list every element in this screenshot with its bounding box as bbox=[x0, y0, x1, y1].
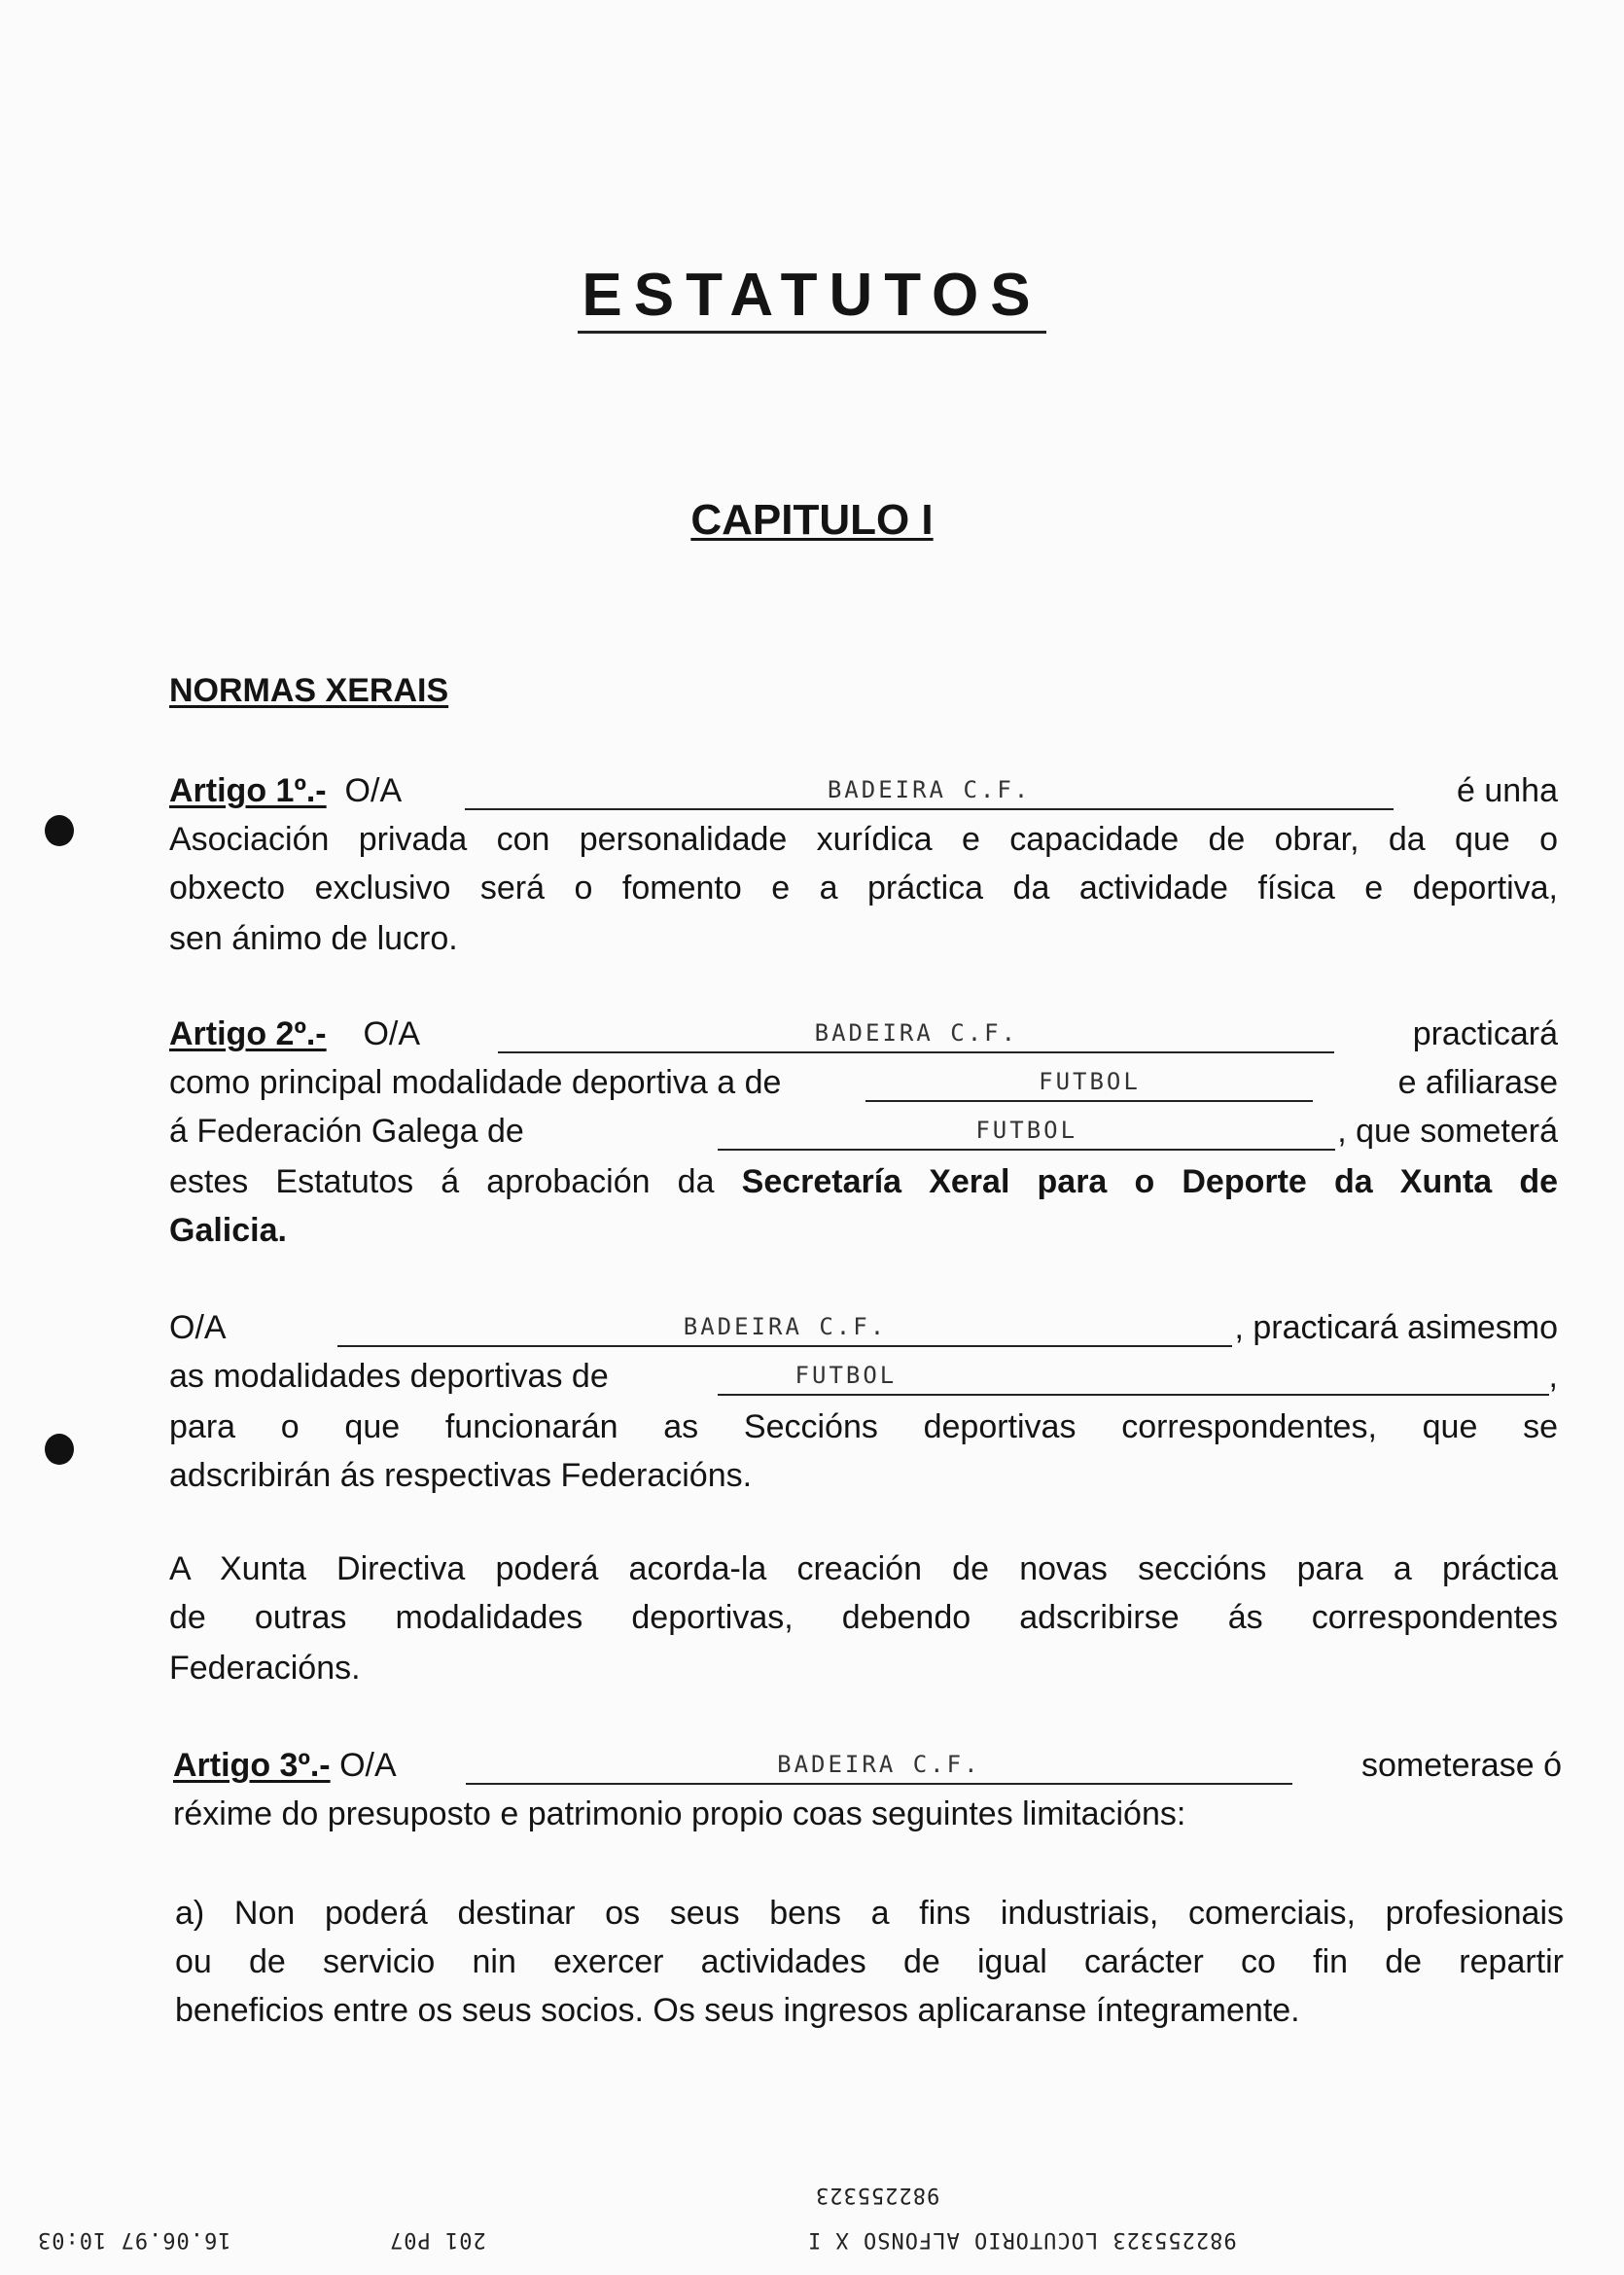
art2-line3: á Federación Galega de FUTBOL , que someterá bbox=[169, 1113, 1558, 1150]
p3-line3: para o que funcionarán as Seccións deportivas correspondentes, que se bbox=[169, 1408, 1558, 1445]
art1-line2: Asociación privada con personalidade xurídica e capacidade de obrar, da que o bbox=[169, 821, 1558, 858]
art3-line2: réxime do presuposto e patrimonio propio coas seguintes limitacións: bbox=[173, 1795, 1186, 1832]
pa-line2: ou de servicio nin exercer actividades de igual carácter co fin de repartir bbox=[175, 1943, 1564, 1980]
p4-line2: de outras modalidades deportivas, debendo adscribirse ás correspondentes bbox=[169, 1599, 1558, 1636]
p4-line3: Federacións. bbox=[169, 1650, 361, 1687]
pa-line3: beneficios entre os seus socios. Os seus ingresos aplicaranse íntegramente. bbox=[175, 1992, 1300, 2029]
art2-line4: estes Estatutos á aprobación da Secretaría Xeral para o Deporte da Xunta de bbox=[169, 1163, 1559, 1200]
art2-line5: Galicia. bbox=[169, 1212, 287, 1249]
p3-line2: as modalidades deportivas de FUTBOL , bbox=[169, 1358, 1558, 1395]
federation-field[interactable]: FUTBOL bbox=[718, 1114, 1335, 1151]
art1-line4: sen ánimo de lucro. bbox=[169, 920, 458, 957]
chapter-heading: CAPITULO I bbox=[690, 496, 934, 544]
document-title: ESTATUTOS bbox=[0, 261, 1624, 330]
fax-datetime: 16.06.97 10:03 bbox=[37, 2227, 231, 2252]
art2-line2: como principal modalidade deportiva a de FUTBOL e afiliarase bbox=[169, 1064, 1558, 1101]
sports-list-field[interactable]: FUTBOL bbox=[718, 1359, 1549, 1396]
sport-field[interactable]: FUTBOL bbox=[865, 1065, 1313, 1102]
fax-sender: 982255323 LOCUTORIO ALFONSO X I bbox=[807, 2227, 1237, 2252]
art1-line1: Artigo 1º.- O/A BADEIRA C.F. é unha bbox=[169, 772, 1558, 809]
fax-page: 201 P07 bbox=[389, 2227, 486, 2252]
punch-hole bbox=[45, 1434, 74, 1465]
punch-hole bbox=[45, 815, 74, 846]
club-name-field[interactable]: BADEIRA C.F. bbox=[498, 1016, 1334, 1053]
club-name-field[interactable]: BADEIRA C.F. bbox=[465, 773, 1394, 810]
art1-line3: obxecto exclusivo será o fomento e a práctica da actividade física e deportiva, bbox=[169, 870, 1558, 906]
section-heading: NORMAS XERAIS bbox=[169, 672, 449, 709]
art3-line1: Artigo 3º.- O/A BADEIRA C.F. someterase ó bbox=[173, 1747, 1562, 1784]
club-name-field[interactable]: BADEIRA C.F. bbox=[466, 1748, 1292, 1785]
p3-line4: adscribirán ás respectivas Federacións. bbox=[169, 1457, 753, 1494]
art2-line1: Artigo 2º.- O/A BADEIRA C.F. practicará bbox=[169, 1015, 1558, 1052]
pa-line1: a) Non poderá destinar os seus bens a fins industriais, comerciais, profesionais bbox=[175, 1895, 1564, 1932]
club-name-field[interactable]: BADEIRA C.F. bbox=[337, 1310, 1232, 1347]
p3-line1: O/A BADEIRA C.F. , practicará asimesmo bbox=[169, 1309, 1558, 1346]
fax-number-top: 982255323 bbox=[815, 2183, 940, 2207]
p4-line1: A Xunta Directiva poderá acorda-la creación de novas seccións para a práctica bbox=[169, 1550, 1558, 1587]
